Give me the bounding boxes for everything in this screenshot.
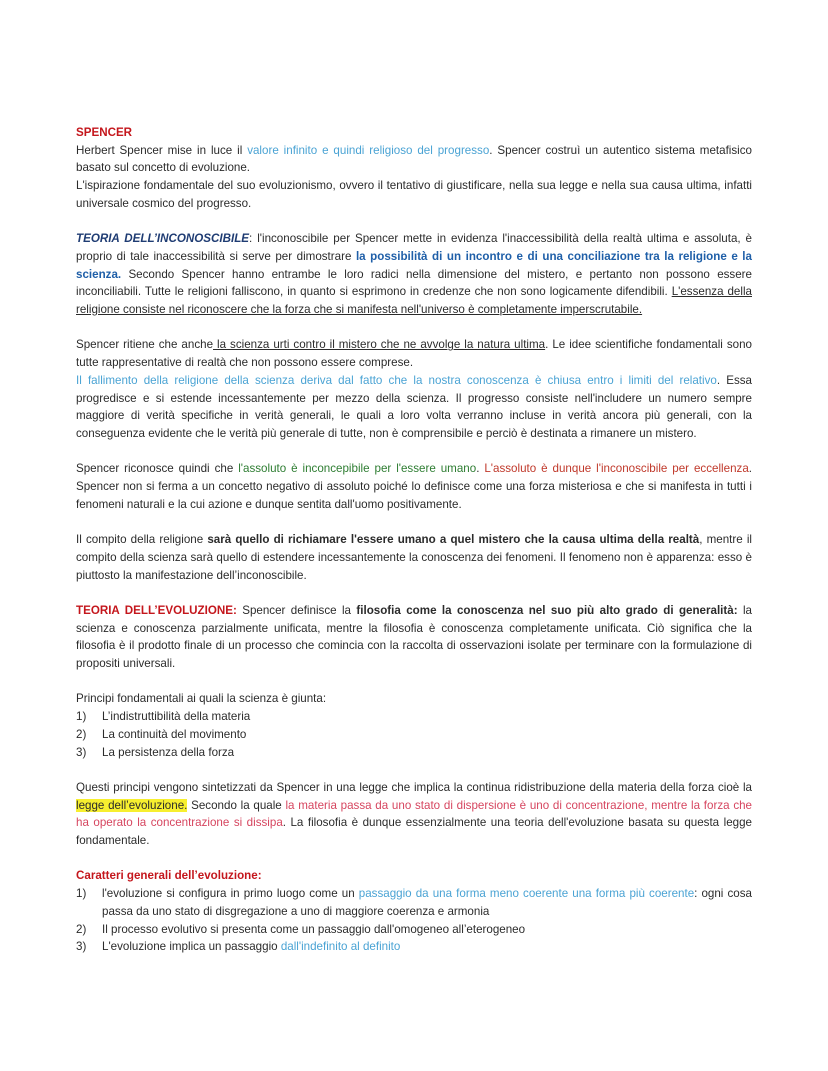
highlighted-text: valore infinito e quindi religioso del progresso xyxy=(247,143,490,157)
highlighted-text: passaggio da una forma meno coerente una forma più coerente xyxy=(358,887,695,901)
text: Secondo Spencer hanno entrambe le loro radici nella dimensione del mistero, e pertanto non possono essere inconciliabili. Tutte le religioni falliscono, in quanto si esprimono in credenze che non sono logicamente difendibili. xyxy=(76,267,752,299)
list-intro: Principi fondamentali ai quali la scienza è giunta: xyxy=(76,692,327,706)
text: la scienza e conoscenza parzialmente unificata, mentre la filosofia è conoscenza completamente unificata. Ciò significa che la filosofia è il prodotto finale di un processo che comincia con la raccolta di osservazioni isolate per terminare con la formulazione di propositi universali. xyxy=(76,603,752,671)
list-number: 2) xyxy=(76,727,87,741)
text: Il processo evolutivo si presenta come un passaggio dall'omogeneo all’eterogeneo xyxy=(102,922,526,936)
section-title-caratteri: Caratteri generali dell’evoluzione: xyxy=(76,869,262,883)
text: Spencer definisce la xyxy=(236,603,357,617)
text: . Le idee scientifiche fondamentali sono tutte rappresentative di realtà che non possono essere comprese. xyxy=(76,338,752,370)
paragraph xyxy=(76,531,752,584)
highlighted-text: L'assoluto è dunque l'inconoscibile per eccellenza xyxy=(484,462,749,476)
list-item xyxy=(76,885,752,920)
list-item xyxy=(76,708,752,726)
highlighted-text: Il fallimento della religione della scienza deriva dal fatto che la nostra conoscenza è chiusa entro i limiti del relativo xyxy=(76,373,717,387)
paragraph xyxy=(76,602,752,673)
paragraph xyxy=(76,372,752,443)
text: , mentre il compito della scienza sarà quello di estendere incessantemente la conoscenza dei fenomeni. Il fenomeno non è apparenza: esso è piuttosto la manifestazione dell’inconoscibile. xyxy=(76,533,752,582)
heading-inline: TEORIA DELL’EVOLUZIONE: xyxy=(76,603,237,617)
paragraph xyxy=(76,779,752,850)
text: . xyxy=(476,462,485,476)
text: l'evoluzione si configura in primo luogo come un xyxy=(102,887,359,901)
list-number: 3) xyxy=(76,940,87,954)
list-number: 1) xyxy=(76,710,87,724)
text: : ogni cosa passa da uno stato di disgregazione a uno di maggiore coerenza e armonia xyxy=(102,887,752,918)
text: . Essa progredisce e si estende incessantemente per mezzo della scienza. Il progresso consiste nell'includere un numero sempre maggiore di verità specifiche in verità generali, le quali a loro volta verranno incluse in verità ancora più generali, con la conseguenza evidente che le verità più generale di tutte, non è comprensibile e perciò è destinata a rimanere un mistero. xyxy=(76,373,753,440)
text: . Spencer costruì un autentico sistema metafisico basato sul concetto di evoluzione. xyxy=(76,143,752,175)
paragraph xyxy=(76,230,752,319)
highlighted-text: la possibilità di un incontro e di una conciliazione tra la religione e la scienza. xyxy=(76,249,752,281)
list-item xyxy=(76,726,752,744)
highlighter-marked-text: legge dell’evoluzione. xyxy=(76,798,188,812)
text: Secondo la quale xyxy=(187,798,286,812)
list-number: 3) xyxy=(76,745,87,759)
highlighted-text: dall'indefinito al definito xyxy=(280,940,401,954)
list-number: 1) xyxy=(76,887,87,901)
text: Spencer ritiene che anche xyxy=(76,338,214,352)
list-item xyxy=(76,921,752,939)
highlighted-text: l'assoluto è inconcepibile per l'essere umano xyxy=(238,462,477,476)
list-text: La persistenza della forza xyxy=(102,745,235,759)
text: : l'inconoscibile per Spencer mette in evidenza l'inaccessibilità della realtà ultima e assoluta, è proprio di tale inaccessibilità si serve per dimostrare xyxy=(76,232,752,263)
paragraph xyxy=(76,336,752,371)
underlined-text: L'essenza della religione consiste nel riconoscere che la forza che si manifesta nell'universo è completamente imperscrutabile. xyxy=(76,285,752,317)
list-text: La continuità del movimento xyxy=(102,727,247,741)
list-text: L’indistruttibilità della materia xyxy=(102,710,251,724)
text: Questi principi vengono sintetizzati da Spencer in una legge che implica la continua ridistribuzione della materia della forza cioè la xyxy=(76,780,752,794)
principles-list xyxy=(76,708,752,761)
text: . Spencer non si ferma a un concetto negativo di assoluto poiché lo definisce come una forza misteriosa e che si manifesta in tutti i fenomeni naturali e la cui azione e dunque sentita dall'uomo positivamente. xyxy=(76,462,752,511)
text: L'evoluzione implica un passaggio xyxy=(102,940,281,954)
text: Spencer riconosce quindi che xyxy=(76,462,239,476)
bold-text: sarà quello di richiamare l'essere umano a quel mistero che la causa ultima della realtà xyxy=(207,533,700,547)
text: Il compito della religione xyxy=(76,533,208,547)
characteristics-list xyxy=(76,885,752,956)
underlined-text: la scienza urti contro il mistero che ne avvolge la natura ultima xyxy=(213,338,546,352)
list-item xyxy=(76,744,752,762)
highlighted-text: la materia passa da uno stato di dispersione è uno di concentrazione, mentre la forza che ha operato la concentrazione si dissipa xyxy=(76,798,753,830)
section-title-spencer: SPENCER xyxy=(76,126,133,139)
paragraph: L'ispirazione fondamentale del suo evoluzionismo, ovvero il tentativo di giustificare, nella sua legge e nella sua causa ultima, infatti universale cosmico del progresso. xyxy=(76,179,752,210)
bold-text: filosofia come la conoscenza nel suo più alto grado di generalità: xyxy=(356,603,738,617)
heading-inline: TEORIA DELL’INCONOSCIBILE xyxy=(76,232,250,246)
paragraph xyxy=(76,460,752,513)
document-page xyxy=(76,124,752,956)
list-number: 2) xyxy=(76,922,87,936)
text: . La filosofia è dunque essenzialmente una teoria dell'evoluzione basata su questa legge fondamentale. xyxy=(76,816,752,848)
paragraph xyxy=(76,142,752,177)
list-item xyxy=(76,938,752,956)
text: Herbert Spencer mise in luce il xyxy=(76,143,248,157)
